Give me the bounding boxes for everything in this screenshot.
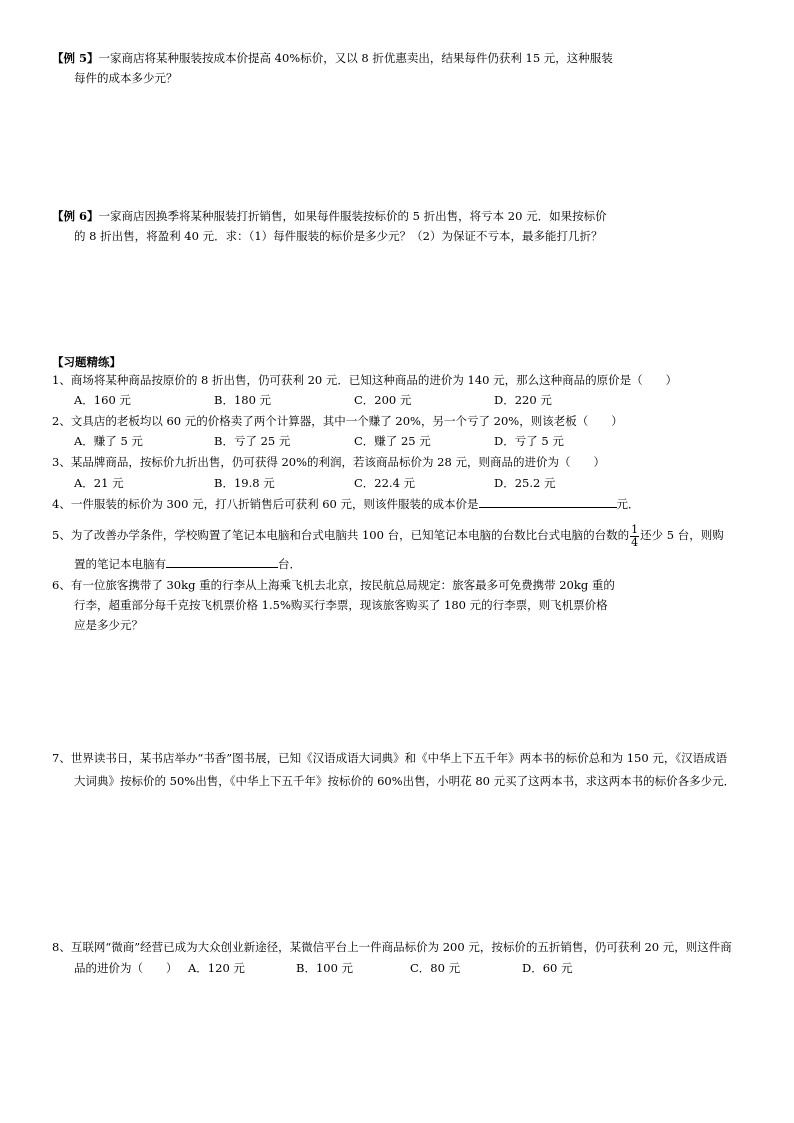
example-5-line-2: 每件的成本多少元？: [74, 71, 178, 85]
question-3: 3、某品牌商品，按标价九折出售，仍可获得 20%的利润，若该商品标价为 28 元，则商品的进价为（ ）: [52, 455, 605, 469]
q8-option-c: C．80 元: [410, 961, 461, 975]
q3-option-b: B．19.8 元: [214, 476, 275, 490]
example-6-label: 【例 6】: [52, 209, 99, 223]
question-5-line-2: 置的笔记本电脑有 台．: [74, 554, 754, 574]
question-2: 2、文具店的老板均以 60 元的价格卖了两个计算器，其中一个赚了 20%，另一个亏了 20%，则该老板（ ）: [52, 414, 623, 428]
section-title: 【习题精练】: [52, 355, 121, 369]
question-6-line-1: 6、有一位旅客携带了 30kg 重的行李从上海乘飞机去北京，按民航总局规定：旅客最多可免费携带 20kg 重的: [52, 578, 615, 592]
example-6-line-1: 【例 6】一家商店因换季将某种服装打折销售，如果每件服装按标价的 5 折出售，将亏本 20 元．如果按标价: [52, 209, 607, 223]
q1-option-a: A．160 元: [74, 393, 131, 407]
q2-option-a: A．赚了 5 元: [74, 434, 143, 448]
q1-option-b: B．180 元: [214, 393, 272, 407]
q2-option-b: B．亏了 25 元: [214, 434, 291, 448]
question-8-line-2: 品的进价为（ ）: [74, 961, 178, 975]
question-6-line-2: 行李，超重部分每千克按飞机票价格 1.5%购买行李票，现该旅客购买了 180 元的行李票，则飞机票价格: [74, 598, 608, 612]
question-8-line-1: 8、互联网“微商”经营已成为大众创业新途径，某微信平台上一件商品标价为 200 元，按标价的五折销售，仍可获利 20 元，则这件商: [52, 940, 732, 954]
fraction: $\frac{1}{4}$: [631, 522, 639, 549]
question-1: 1、商场将某种商品按原价的 8 折出售，仍可获利 20 元．已知这种商品的进价为 140 元，那么这种商品的原价是（ ）: [52, 373, 678, 387]
q1-option-c: C．200 元: [354, 393, 412, 407]
q3-option-c: C．22.4 元: [354, 476, 416, 490]
answer-blank[interactable]: [479, 494, 617, 508]
question-7-line-2: 大词典》按标价的 50%出售，《中华上下五千年》按标价的 60%出售，小明花 80 元买了这两本书，求这两本书的标价各多少元．: [74, 774, 736, 788]
q1-option-d: D．220 元: [494, 393, 552, 407]
q3-option-d: D．25.2 元: [494, 476, 556, 490]
q8-option-b: B．100 元: [296, 961, 354, 975]
question-4: 4、一件服装的标价为 300 元，打八折销售后可获利 60 元，则该件服装的成本价是 元．: [52, 494, 754, 514]
example-6-line-2: 的 8 折出售，将盈利 40 元．求：（1）每件服装的标价是多少元？（2）为保证不亏本，最多能打几折？: [74, 229, 603, 243]
q2-option-d: D．亏了 5 元: [494, 434, 564, 448]
q8-option-a: A．120 元: [188, 961, 245, 975]
q2-option-c: C．赚了 25 元: [354, 434, 431, 448]
example-5-line-1: 【例 5】一家商店将某种服装按成本价提高 40%标价，又以 8 折优惠卖出，结果每件仍获利 15 元，这种服装: [52, 51, 613, 65]
q8-option-d: D．60 元: [522, 961, 573, 975]
q3-option-a: A．21 元: [74, 476, 124, 490]
question-7-line-1: 7、世界读书日，某书店举办“书香”图书展，已知《汉语成语大词典》和《中华上下五千年》两本书的标价总和为 150 元，《汉语成语: [52, 751, 728, 765]
question-6-line-3: 应是多少元？: [74, 618, 143, 632]
answer-blank[interactable]: [166, 554, 278, 568]
example-5-label: 【例 5】: [52, 51, 99, 65]
question-5-line-1: 5、为了改善办学条件，学校购置了笔记本电脑和台式电脑共 100 台，已知笔记本电脑的台数比台式电脑的台数的 $\frac{1}{4}$ 还少 5 台，则购: [52, 522, 724, 549]
